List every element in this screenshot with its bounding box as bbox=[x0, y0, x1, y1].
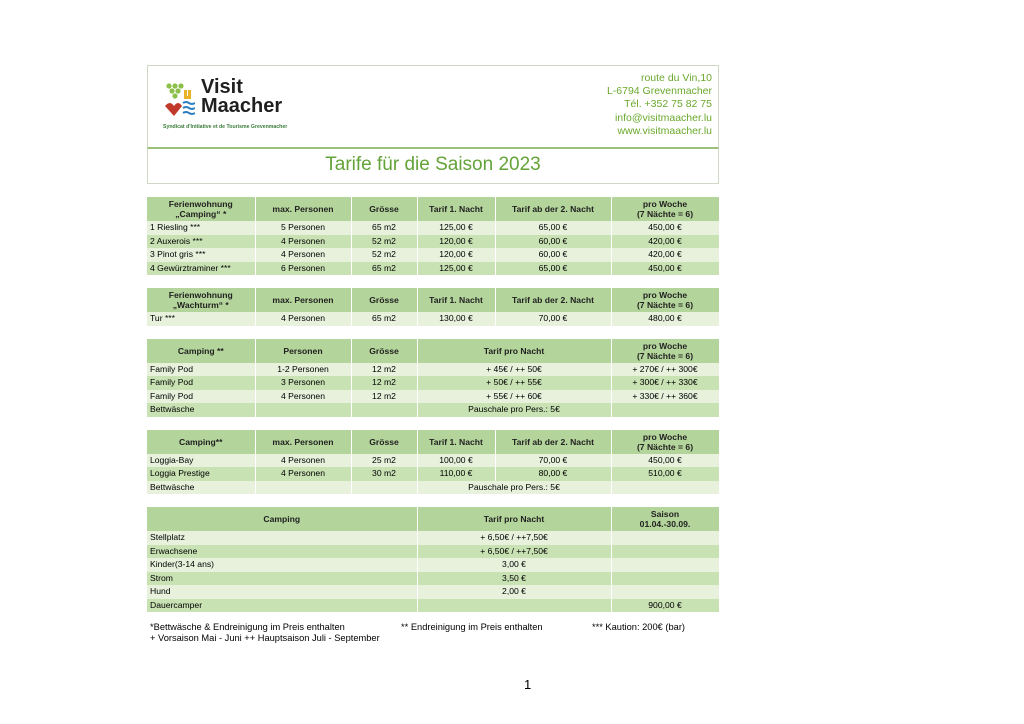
table-cell: 125,00 € bbox=[417, 262, 495, 276]
table-cell: + 300€ / ++ 330€ bbox=[611, 376, 719, 390]
table-cell: 3,00 € bbox=[417, 558, 611, 572]
address-street: route du Vin,10 bbox=[640, 72, 712, 84]
table-cell bbox=[611, 585, 719, 599]
table-header-row bbox=[147, 507, 719, 531]
table-row bbox=[147, 403, 719, 417]
table-row bbox=[147, 312, 719, 326]
col-header: Tarif pro Nacht bbox=[417, 507, 611, 531]
table-row bbox=[147, 572, 719, 586]
col-header: Grösse bbox=[351, 339, 417, 363]
table-cell: 2,00 € bbox=[417, 585, 611, 599]
table-cell: + 6,50€ / ++7,50€ bbox=[417, 545, 611, 559]
table-cell: 1 Riesling *** bbox=[147, 221, 255, 235]
table-cell: 70,00 € bbox=[495, 454, 611, 468]
table-cell: 450,00 € bbox=[611, 262, 719, 276]
col-header: Tarif ab der 2. Nacht bbox=[495, 430, 611, 454]
col-header: Tarif pro Nacht bbox=[417, 339, 611, 363]
table-cell: 65,00 € bbox=[495, 262, 611, 276]
table-cell: Strom bbox=[147, 572, 417, 586]
linen-value: Pauschale pro Pers.: 5€ bbox=[417, 481, 611, 495]
footnote-linen: *Bettwäsche & Endreinigung im Preis enthalten bbox=[150, 622, 345, 632]
table-cell: 80,00 € bbox=[495, 467, 611, 481]
table-row bbox=[147, 376, 719, 390]
table-row bbox=[147, 390, 719, 404]
table-cell: 65 m2 bbox=[351, 221, 417, 235]
table-cell: 65 m2 bbox=[351, 312, 417, 326]
table-cell bbox=[417, 599, 611, 613]
address-phone[interactable]: Tél. +352 75 82 75 bbox=[624, 98, 712, 111]
table-cell: + 50€ / ++ 55€ bbox=[417, 376, 611, 390]
table-cell: 30 m2 bbox=[351, 467, 417, 481]
col-header: max. Personen bbox=[255, 430, 351, 454]
table-cell: Stellplatz bbox=[147, 531, 417, 545]
table-cell: Erwachsene bbox=[147, 545, 417, 559]
table-cell: 4 Personen bbox=[255, 248, 351, 262]
tariff-sheet bbox=[147, 65, 719, 646]
title-bar bbox=[147, 147, 719, 184]
table-cell: 3,50 € bbox=[417, 572, 611, 586]
table-cell: Family Pod bbox=[147, 363, 255, 377]
table-cell bbox=[611, 558, 719, 572]
table-row bbox=[147, 599, 719, 613]
table-cell: 110,00 € bbox=[417, 467, 495, 481]
table-header-row bbox=[147, 339, 719, 363]
col-header: Personen bbox=[255, 339, 351, 363]
table-wachturm-apartment bbox=[147, 288, 720, 326]
table-cell: 510,00 € bbox=[611, 467, 719, 481]
table-cell: Family Pod bbox=[147, 376, 255, 390]
address-email[interactable]: info@visitmaacher.lu bbox=[614, 111, 712, 124]
table-row bbox=[147, 262, 719, 276]
table-cell bbox=[351, 403, 417, 417]
linen-label: Bettwäsche bbox=[147, 481, 255, 495]
table-cell: 4 Personen bbox=[255, 467, 351, 481]
table-row bbox=[147, 363, 719, 377]
table-cell bbox=[351, 481, 417, 495]
logo-word-maacher: Maacher bbox=[201, 95, 283, 117]
table-camping-pitches bbox=[147, 507, 720, 612]
table-cell: + 6,50€ / ++7,50€ bbox=[417, 531, 611, 545]
col-header: Ferienwohnung „Camping“ * bbox=[147, 197, 255, 221]
table-cell: 420,00 € bbox=[611, 235, 719, 249]
col-header: Grösse bbox=[351, 288, 417, 312]
table-cell: 120,00 € bbox=[417, 248, 495, 262]
table-cell: 900,00 € bbox=[611, 599, 719, 613]
table-row bbox=[147, 481, 719, 495]
col-header: Ferienwohnung „Wachturm“ * bbox=[147, 288, 255, 312]
table-cell: Tur *** bbox=[147, 312, 255, 326]
table-cell: 52 m2 bbox=[351, 235, 417, 249]
letterhead bbox=[147, 65, 719, 147]
table-cell bbox=[611, 481, 719, 495]
table-cell: 4 Personen bbox=[255, 235, 351, 249]
table-cell bbox=[611, 572, 719, 586]
col-header: Camping ** bbox=[147, 339, 255, 363]
col-header: Saison 01.04.-30.09. bbox=[611, 507, 719, 531]
table-cell bbox=[611, 531, 719, 545]
col-header: max. Personen bbox=[255, 288, 351, 312]
table-cell: 25 m2 bbox=[351, 454, 417, 468]
address-website[interactable]: www.visitmaacher.lu bbox=[617, 124, 712, 137]
table-cell: 120,00 € bbox=[417, 235, 495, 249]
table-camping-apartments bbox=[147, 197, 720, 275]
table-cell: + 45€ / ++ 50€ bbox=[417, 363, 611, 377]
page-number: 1 bbox=[524, 677, 532, 692]
table-cell: Hund bbox=[147, 585, 417, 599]
visit-maacher-logo bbox=[161, 78, 321, 138]
table-cell: Dauercamper bbox=[147, 599, 417, 613]
footnote-cleaning: ** Endreinigung im Preis enthalten bbox=[401, 622, 543, 632]
contact-address bbox=[607, 72, 712, 138]
table-row bbox=[147, 221, 719, 235]
table-cell: 4 Gewürztraminer *** bbox=[147, 262, 255, 276]
table-row bbox=[147, 545, 719, 559]
footnote-deposit: *** Kaution: 200€ (bar) bbox=[592, 622, 686, 632]
table-cell bbox=[255, 403, 351, 417]
table-cell: 65,00 € bbox=[495, 221, 611, 235]
table-row bbox=[147, 454, 719, 468]
table-cell: + 270€ / ++ 300€ bbox=[611, 363, 719, 377]
linen-value: Pauschale pro Pers.: 5€ bbox=[417, 403, 611, 417]
table-cell: 125,00 € bbox=[417, 221, 495, 235]
table-row bbox=[147, 248, 719, 262]
table-row bbox=[147, 235, 719, 249]
address-city: L-6794 Grevenmacher bbox=[606, 85, 712, 98]
table-cell: 450,00 € bbox=[611, 221, 719, 235]
table-cell bbox=[611, 545, 719, 559]
table-row bbox=[147, 558, 719, 572]
table-row bbox=[147, 531, 719, 545]
col-header: pro Woche (7 Nächte = 6) bbox=[611, 288, 719, 312]
table-row bbox=[147, 585, 719, 599]
table-cell: 70,00 € bbox=[495, 312, 611, 326]
table-cell: 60,00 € bbox=[495, 235, 611, 249]
table-cell: 100,00 € bbox=[417, 454, 495, 468]
col-header: pro Woche (7 Nächte = 6) bbox=[611, 339, 719, 363]
table-cell: 12 m2 bbox=[351, 376, 417, 390]
table-cell: 480,00 € bbox=[611, 312, 719, 326]
logo-wordmark bbox=[201, 78, 282, 116]
page-title: Tarife für die Saison 2023 bbox=[325, 154, 541, 175]
table-loggia bbox=[147, 430, 720, 495]
table-cell: 12 m2 bbox=[351, 390, 417, 404]
table-cell: 12 m2 bbox=[351, 363, 417, 377]
table-cell: 1-2 Personen bbox=[255, 363, 351, 377]
table-cell: 3 Pinot gris *** bbox=[147, 248, 255, 262]
table-family-pods bbox=[147, 339, 720, 417]
table-cell: Loggia-Bay bbox=[147, 454, 255, 468]
col-header: pro Woche (7 Nächte = 6) bbox=[611, 430, 719, 454]
col-header: Camping bbox=[147, 507, 417, 531]
linen-label: Bettwäsche bbox=[147, 403, 255, 417]
table-cell bbox=[255, 481, 351, 495]
col-header: Tarif ab der 2. Nacht bbox=[495, 288, 611, 312]
col-header: Camping** bbox=[147, 430, 255, 454]
logo-tagline: Syndicat d'Initiative et de Tourisme Grevenmacher bbox=[163, 124, 288, 130]
col-header: pro Woche (7 Nächte = 6) bbox=[611, 197, 719, 221]
table-cell: Loggia Prestige bbox=[147, 467, 255, 481]
col-header: Tarif ab der 2. Nacht bbox=[495, 197, 611, 221]
table-cell: Kinder(3-14 ans) bbox=[147, 558, 417, 572]
table-cell: Family Pod bbox=[147, 390, 255, 404]
table-cell: + 55€ / ++ 60€ bbox=[417, 390, 611, 404]
table-cell: 5 Personen bbox=[255, 221, 351, 235]
table-cell: 52 m2 bbox=[351, 248, 417, 262]
table-header-row bbox=[147, 197, 719, 221]
footnote-seasons: + Vorsaison Mai - Juni ++ Hauptsaison Juli - September bbox=[150, 633, 380, 643]
logo-word-visit: Visit bbox=[201, 76, 243, 98]
table-cell: 3 Personen bbox=[255, 376, 351, 390]
table-row bbox=[147, 467, 719, 481]
table-cell: 4 Personen bbox=[255, 454, 351, 468]
table-cell: 130,00 € bbox=[417, 312, 495, 326]
col-header: max. Personen bbox=[255, 197, 351, 221]
logo-mark-icon bbox=[163, 82, 195, 122]
col-header: Grösse bbox=[351, 197, 417, 221]
table-cell: 6 Personen bbox=[255, 262, 351, 276]
table-cell: 65 m2 bbox=[351, 262, 417, 276]
table-cell: 60,00 € bbox=[495, 248, 611, 262]
table-cell bbox=[611, 403, 719, 417]
table-cell: + 330€ / ++ 360€ bbox=[611, 390, 719, 404]
col-header: Tarif 1. Nacht bbox=[417, 288, 495, 312]
col-header: Grösse bbox=[351, 430, 417, 454]
table-cell: 420,00 € bbox=[611, 248, 719, 262]
col-header: Tarif 1. Nacht bbox=[417, 430, 495, 454]
table-header-row bbox=[147, 430, 719, 454]
footnotes bbox=[147, 622, 719, 646]
table-cell: 450,00 € bbox=[611, 454, 719, 468]
table-cell: 4 Personen bbox=[255, 390, 351, 404]
table-cell: 2 Auxerois *** bbox=[147, 235, 255, 249]
table-cell: 4 Personen bbox=[255, 312, 351, 326]
table-header-row bbox=[147, 288, 719, 312]
col-header: Tarif 1. Nacht bbox=[417, 197, 495, 221]
